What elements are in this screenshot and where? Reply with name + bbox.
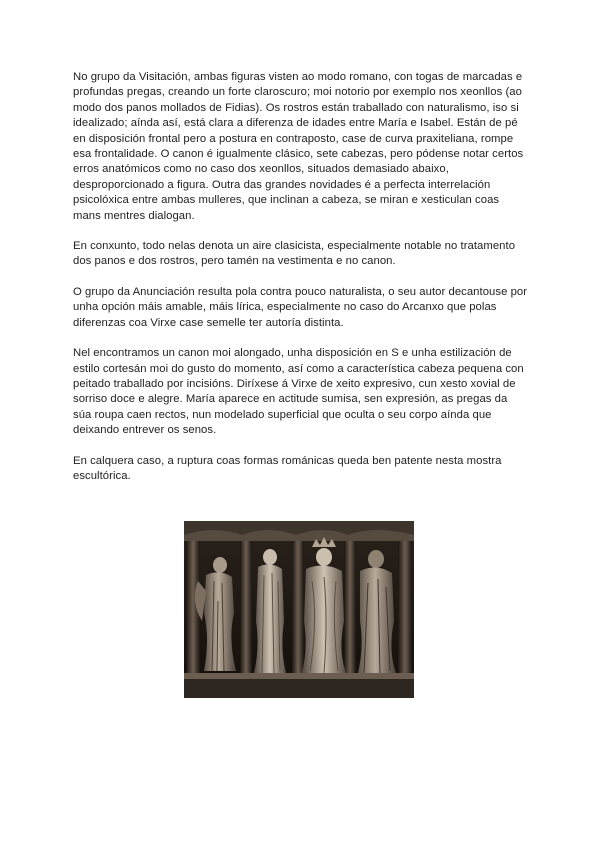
column-4 (344, 521, 356, 698)
paragraph-conxunto: En conxunto, todo nelas denota un aire clasicista, especialmente notable no tratamento dos panos e dos rostros, pero tamén na vestimenta e no canon. (73, 240, 516, 268)
document-body (73, 70, 528, 499)
sculpture-photo (184, 521, 414, 698)
pedestal-ledge (184, 673, 414, 679)
paragraph-visitacion: No grupo da Visitación, ambas figuras visten ao modo romano, con togas de marcadas e profundas pregas, creando un forte claroscuro; moi notorio por exemplo nos xeonllos (ao modo dos panos mollados de Fidias). Os rostros están traballado con naturalismo, iso si idealizado; aínda así, está clara a diferenza de idades entre María e Isabel. Están de pé en disposición frontal pero a postura en contraposto, case de curva praxiteliana, rompe esa frontalidade. O canon é igualmente clásico, sete cabezas, pero pódense notar certos erros anatómicos como no caso dos xeonllos, situados demasiado abaixo, desproporcionado a figura. Outra das grandes novidades é a perfecta interrelación psicolóxica entre ambas mulleres, que inclinan a cabeza, se miran e xesticulan coas mans mentres dialogan. (73, 71, 524, 222)
pedestal (184, 677, 414, 698)
sculpture-illustration (184, 521, 414, 698)
paragraph-conclusion: En calquera caso, a ruptura coas formas románicas queda ben patente nesta mostra escultórica. (73, 454, 502, 482)
paragraph-anunciacion: O grupo da Anunciación resulta pola contra pouco naturalista, o seu autor decantouse por unha opción máis amable, máis lírica, especialmente no caso do Arcanxo que polas diferenzas coa Virxe case semelle ter autoría distinta. (73, 285, 528, 329)
paragraph-canon: Nel encontramos un canon moi alongado, unha disposición en S e unha estilización de estilo cortesán moi do gusto do momento, así como a característica cabeza pequena con peitado traballado por incisións. Diríxese á Virxe de xeito expresivo, cun xesto xovial de sorriso doce e alegre. María aparece en actitude sumisa, sen expresión, as pregas da súa roupa caen rectos, nun modelado superficial que oculta o seu corpo aínda que deixando entrever os senos. (73, 347, 524, 437)
column-2 (240, 521, 252, 698)
column-5 (398, 521, 412, 698)
column-3 (292, 521, 304, 698)
